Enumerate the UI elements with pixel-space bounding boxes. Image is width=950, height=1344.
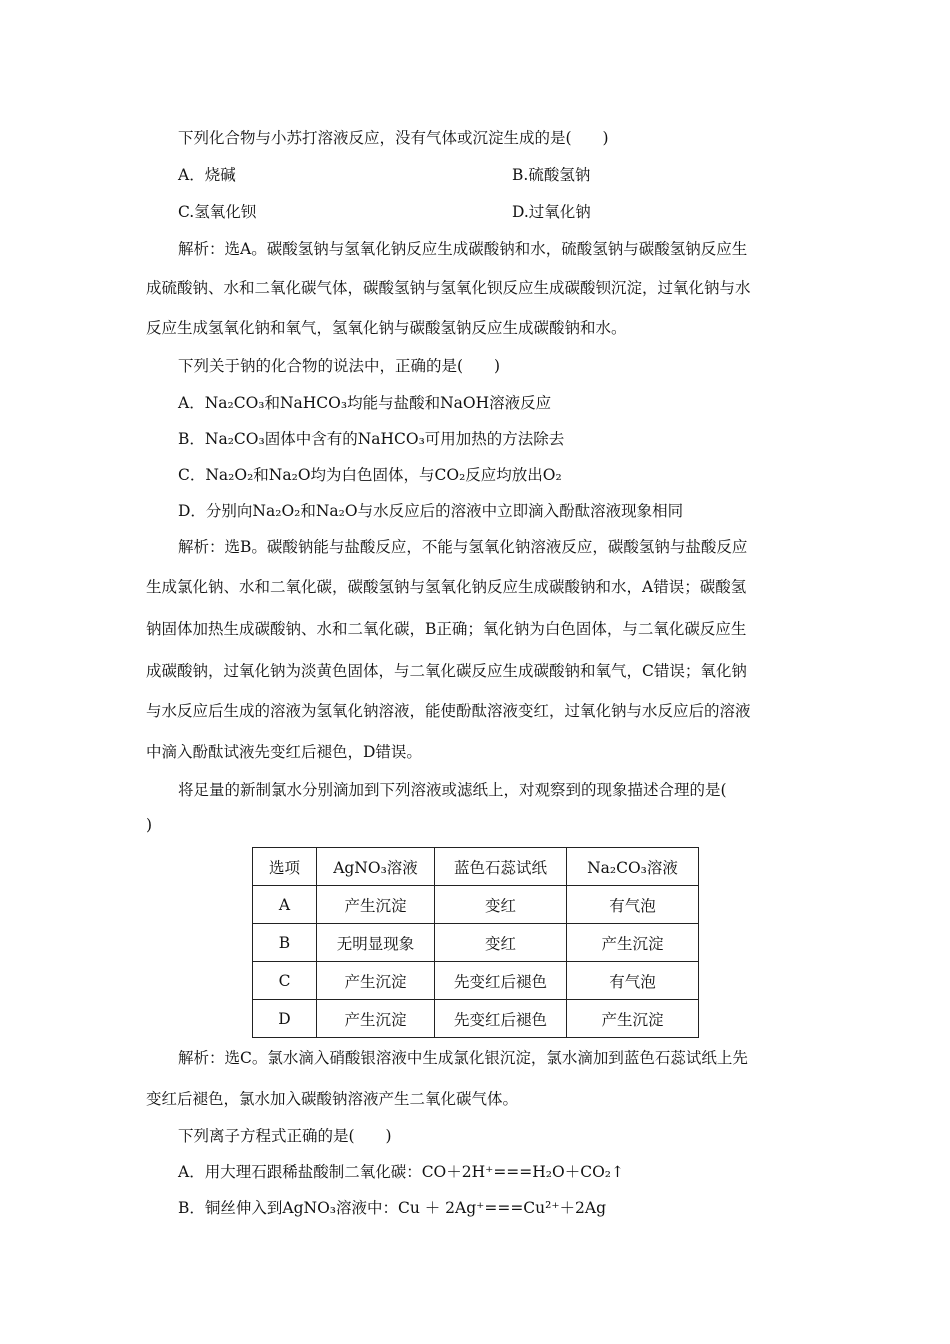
table-header-cell: AgNO₃溶液 <box>317 848 435 886</box>
table-cell: B <box>253 924 317 962</box>
q1-option-b: B.硫酸氢钠 <box>512 166 591 184</box>
q3-analysis-line: 变红后褪色，氯水加入碳酸钠溶液产生二氧化碳气体。 <box>146 1090 519 1108</box>
q2-analysis-line: 中滴入酚酞试液先变红后褪色，D错误。 <box>146 743 422 761</box>
table-header-cell: 蓝色石蕊试纸 <box>435 848 567 886</box>
table-cell: 先变红后褪色 <box>435 962 567 1000</box>
table-row <box>253 924 699 962</box>
table-row <box>253 962 699 1000</box>
q1-option-a: A．烧碱 <box>178 166 236 184</box>
table-cell: 产生沉淀 <box>567 1000 699 1038</box>
q2-option-b: B．Na₂CO₃固体中含有的NaHCO₃可用加热的方法除去 <box>178 430 565 448</box>
q1-analysis-line: 成硫酸钠、水和二氧化碳气体，碳酸氢钠与氢氧化钡反应生成碳酸钡沉淀，过氧化钠与水 <box>146 279 751 297</box>
table-row <box>253 1000 699 1038</box>
table-cell: 先变红后褪色 <box>435 1000 567 1038</box>
q2-analysis-line: 与水反应后生成的溶液为氢氧化钠溶液，能使酚酞溶液变红，过氧化钠与水反应后的溶液 <box>146 702 751 720</box>
q1-option-d: D.过氧化钠 <box>512 203 591 221</box>
q2-analysis-line: 解析：选B。碳酸钠能与盐酸反应，不能与氢氧化钠溶液反应，碳酸氢钠与盐酸反应 <box>178 538 748 556</box>
q2-analysis-line: 生成氯化钠、水和二氧化碳，碳酸氢钠与氢氧化钠反应生成碳酸钠和水，A错误；碳酸氢 <box>146 578 747 596</box>
table-cell: 无明显现象 <box>317 924 435 962</box>
table-header-cell: 选项 <box>253 848 317 886</box>
table-cell: D <box>253 1000 317 1038</box>
q2-analysis-line: 钠固体加热生成碳酸钠、水和二氧化碳，B正确；氧化钠为白色固体，与二氧化碳反应生 <box>146 620 747 638</box>
q2-option-a: A．Na₂CO₃和NaHCO₃均能与盐酸和NaOH溶液反应 <box>178 394 552 412</box>
q1-option-c: C.氢氧化钡 <box>178 203 257 221</box>
table-cell: 产生沉淀 <box>567 924 699 962</box>
q3-stem-close-paren: ) <box>146 816 153 834</box>
table-cell: C <box>253 962 317 1000</box>
q4-stem: 下列离子方程式正确的是( ) <box>178 1127 392 1145</box>
q4-option-b: B．铜丝伸入到AgNO₃溶液中：Cu ＋ 2Ag⁺===Cu²⁺＋2Ag <box>178 1199 607 1217</box>
table-header-cell: Na₂CO₃溶液 <box>567 848 699 886</box>
table-cell: A <box>253 886 317 924</box>
table-cell: 产生沉淀 <box>317 886 435 924</box>
q3-analysis-line: 解析：选C。氯水滴入硝酸银溶液中生成氯化银沉淀，氯水滴加到蓝色石蕊试纸上先 <box>178 1049 748 1067</box>
table-cell: 有气泡 <box>567 962 699 1000</box>
table-cell: 产生沉淀 <box>317 1000 435 1038</box>
table-cell: 变红 <box>435 886 567 924</box>
table-row <box>253 886 699 924</box>
table-cell: 有气泡 <box>567 886 699 924</box>
table-cell: 变红 <box>435 924 567 962</box>
q1-stem: 下列化合物与小苏打溶液反应，没有气体或沉淀生成的是( ) <box>178 129 609 147</box>
q1-analysis-line: 反应生成氢氧化钠和氧气，氢氧化钠与碳酸氢钠反应生成碳酸钠和水。 <box>146 319 627 337</box>
q3-options-table <box>252 847 699 1038</box>
table-header-row <box>253 848 699 886</box>
table-cell: 产生沉淀 <box>317 962 435 1000</box>
q2-option-d: D．分别向Na₂O₂和Na₂O与水反应后的溶液中立即滴入酚酞溶液现象相同 <box>178 502 684 520</box>
q2-analysis-line: 成碳酸钠，过氧化钠为淡黄色固体，与二氧化碳反应生成碳酸钠和氧气，C错误；氧化钠 <box>146 662 747 680</box>
q2-stem: 下列关于钠的化合物的说法中，正确的是( ) <box>178 357 501 375</box>
q4-option-a: A．用大理石跟稀盐酸制二氧化碳：CO＋2H⁺===H₂O＋CO₂↑ <box>178 1163 624 1181</box>
q1-analysis-line: 解析：选A。碳酸氢钠与氢氧化钠反应生成碳酸钠和水，硫酸氢钠与碳酸氢钠反应生 <box>178 240 748 258</box>
q2-option-c: C．Na₂O₂和Na₂O均为白色固体，与CO₂反应均放出O₂ <box>178 466 562 484</box>
q3-stem: 将足量的新制氯水分别滴加到下列溶液或滤纸上，对观察到的现象描述合理的是( <box>178 781 727 799</box>
